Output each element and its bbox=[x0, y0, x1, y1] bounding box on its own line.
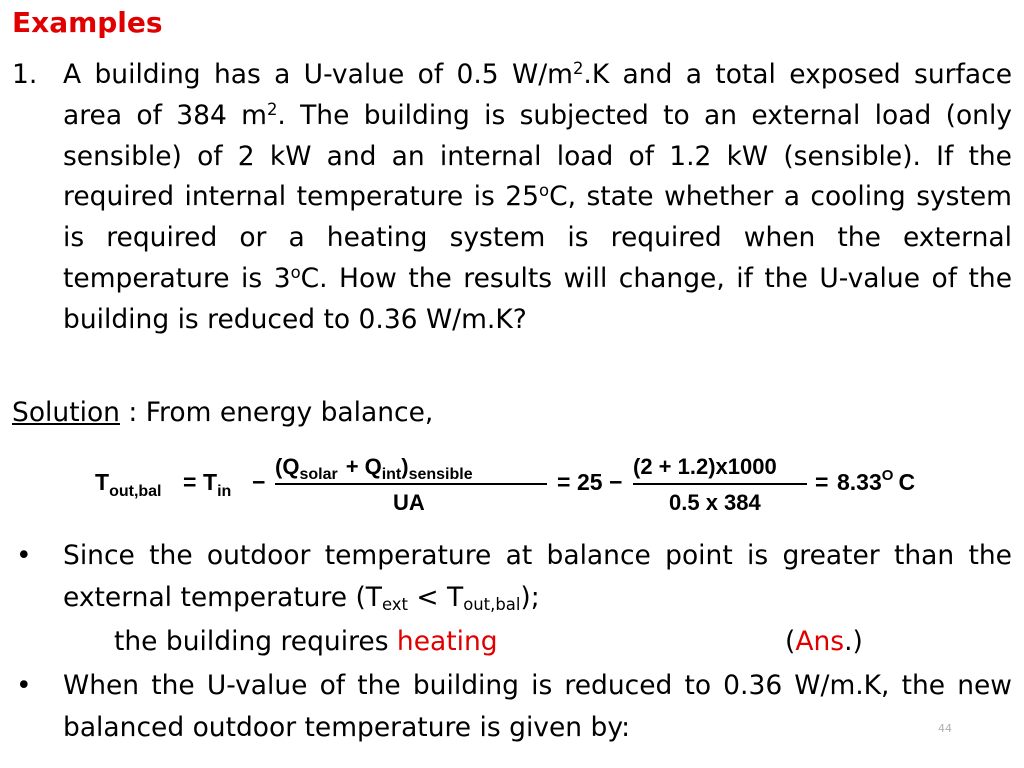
bullet1-text-2: < T bbox=[407, 582, 464, 613]
ans-open: ( bbox=[785, 626, 796, 657]
eq-val-25: 25 bbox=[577, 469, 603, 495]
heating-highlight: heating bbox=[396, 626, 498, 657]
page-number: 44 bbox=[938, 722, 952, 735]
superscript: o bbox=[539, 181, 550, 201]
svg-text:8.33OC bbox=[837, 467, 915, 495]
eq-lhs-T: T bbox=[95, 469, 110, 495]
bullet-list bbox=[12, 535, 1012, 749]
eq-tin-sub: in bbox=[217, 483, 232, 500]
problem-text-4: C, state whether a cooling system is required or a heating system is required when the external temperature is 3 bbox=[63, 181, 1012, 294]
bullet1-text-3: ); bbox=[520, 582, 540, 613]
ans-close: .) bbox=[844, 626, 863, 657]
eq-q1-sub: solar bbox=[299, 466, 338, 483]
solution-label: Solution bbox=[12, 397, 120, 428]
eq-num-open: (Q bbox=[275, 454, 300, 479]
superscript: 2 bbox=[572, 58, 584, 78]
svg-text:Tout,bal bbox=[95, 469, 162, 500]
eq-result: 8.33 bbox=[837, 469, 882, 495]
bullet1-text-1: Since the outdoor temperature at balance point is greater than the external temperature (T bbox=[63, 540, 1012, 613]
eq-tin-T: T bbox=[203, 469, 218, 495]
eq-result-sup: O bbox=[881, 467, 894, 484]
solution-text: : From energy balance, bbox=[119, 397, 434, 428]
eq-plus: + bbox=[345, 454, 359, 479]
eq-q2-sub: int bbox=[381, 466, 402, 483]
bullet-item-2 bbox=[12, 665, 1012, 749]
subscript: out,bal bbox=[463, 595, 521, 615]
conclusion-line bbox=[12, 619, 1012, 665]
eq-result-unit: C bbox=[898, 469, 916, 495]
eq-equals-2: = bbox=[557, 469, 571, 495]
superscript: 2 bbox=[266, 99, 278, 119]
problem-text-1: A building has a U-value of 0.5 W/m bbox=[63, 59, 573, 90]
subscript: ext bbox=[381, 595, 408, 615]
bullet-icon: • bbox=[16, 670, 32, 701]
eq-q2: Q bbox=[364, 454, 382, 479]
problem-text-3: . The building is subjected to an external load (only sensible) of 2 kW and an internal load of 1.2 kW (sensible). If the required internal temperature is 25 bbox=[63, 99, 1012, 213]
bullet-item-1 bbox=[12, 535, 1012, 619]
eq-num-close: ) bbox=[401, 454, 409, 479]
eq-minus-2: − bbox=[609, 469, 623, 495]
eq-lhs-sub: out,bal bbox=[109, 483, 162, 500]
bullet2-text: When the U-value of the building is reduced to 0.36 W/m.K, the new balanced outdoor temperature is given by: bbox=[63, 670, 1012, 743]
problem-text-5: C. How the results will change, if the U-value of the building is reduced to 0.36 W/m.K? bbox=[63, 262, 1012, 335]
eq-equals-3: = bbox=[815, 469, 829, 495]
eq-num-close-sub: sensible bbox=[408, 466, 473, 483]
problem-statement bbox=[12, 55, 1012, 341]
eq-equals-1: = bbox=[183, 469, 197, 495]
conclusion-text: the building requires bbox=[114, 626, 397, 657]
superscript: o bbox=[290, 262, 301, 282]
problem-text bbox=[63, 55, 1012, 341]
energy-balance-equation bbox=[95, 448, 935, 518]
slide-title: Examples bbox=[12, 6, 163, 39]
problem-text-2: .K and a total exposed surface area of 384 m bbox=[63, 59, 1012, 131]
eq-num-2: (2 + 1.2)x1000 bbox=[633, 454, 777, 479]
svg-text:Tin bbox=[203, 469, 231, 500]
svg-text:(Qsolar+Qint)sensible bbox=[275, 454, 473, 483]
problem-number: 1. bbox=[12, 59, 38, 90]
answer-marker bbox=[785, 619, 863, 665]
eq-minus-1: − bbox=[252, 469, 266, 495]
bullet-icon: • bbox=[16, 540, 32, 571]
solution-line bbox=[12, 393, 433, 433]
eq-den-2: 0.5 x 384 bbox=[669, 490, 761, 515]
equation-graphic bbox=[95, 448, 935, 518]
eq-den: UA bbox=[393, 490, 425, 515]
ans-label: Ans bbox=[795, 626, 845, 657]
